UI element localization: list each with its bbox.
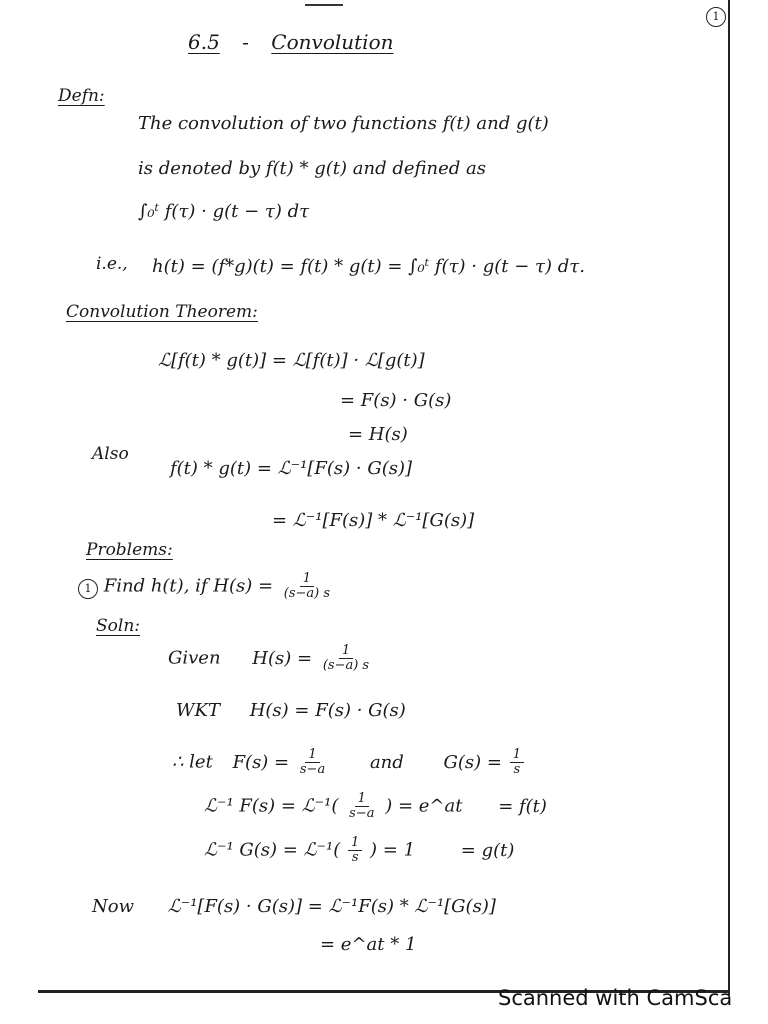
inverse-f-line <box>204 792 547 821</box>
page-number-badge <box>706 4 726 27</box>
theorem-label: Convolution Theorem: <box>66 302 258 322</box>
wkt-equation: H(s) = F(s) · G(s) <box>249 700 406 721</box>
title-dash: - <box>242 30 249 54</box>
given-fraction-num: 1 <box>339 644 353 659</box>
let-line <box>172 748 526 777</box>
theorem-line-1: ℒ[f(t) * g(t)] = ℒ[f(t)] · ℒ[g(t)] <box>158 350 425 371</box>
theorem-line-2: = F(s) · G(s) <box>340 390 452 411</box>
inverse-g-num: 1 <box>348 836 362 851</box>
problem-fraction-num: 1 <box>300 572 314 587</box>
page-border-right <box>728 0 730 995</box>
section-title: Convolution <box>271 30 394 54</box>
inverse-g-den: s <box>351 850 359 865</box>
page-number: 1 <box>706 7 726 27</box>
inverse-f-fraction <box>346 792 377 821</box>
ie-label: i.e., <box>96 254 128 274</box>
inverse-f-lhs: ℒ⁻¹ F(s) = ℒ⁻¹( <box>204 795 339 817</box>
inverse-f-result: = f(t) <box>498 795 547 817</box>
problem-text: Find h(t), if H(s) = <box>103 575 274 597</box>
let-f-num: 1 <box>305 748 319 763</box>
wkt-line <box>176 700 406 721</box>
theorem-line-5: = ℒ⁻¹[F(s)] * ℒ⁻¹[G(s)] <box>272 510 475 531</box>
given-label: Given <box>168 647 221 669</box>
let-label: ∴ let <box>172 751 213 773</box>
now-line <box>92 896 496 917</box>
now-equation: ℒ⁻¹[F(s) · G(s)] = ℒ⁻¹F(s) * ℒ⁻¹[G(s)] <box>167 896 496 917</box>
theorem-line-3: = H(s) <box>348 424 408 445</box>
let-f-den: s−a <box>299 762 326 777</box>
scanner-watermark: Scanned with CamSca <box>498 986 733 1010</box>
definition-label: Defn: <box>58 86 105 106</box>
let-g-lhs: G(s) = <box>443 751 502 773</box>
let-g-den: s <box>513 762 521 777</box>
let-f-lhs: F(s) = <box>232 751 290 773</box>
definition-line-2: is denoted by f(t) * g(t) and defined as <box>138 158 486 179</box>
given-lhs: H(s) = <box>252 647 313 669</box>
let-g-num: 1 <box>510 748 524 763</box>
wkt-label: WKT <box>176 700 220 721</box>
also-label: Also <box>92 444 129 464</box>
page-title <box>188 30 394 54</box>
inverse-f-den: s−a <box>349 806 375 821</box>
section-number: 6.5 <box>188 30 220 54</box>
definition-line-4: h(t) = (f*g)(t) = f(t) * g(t) = ∫₀ᵗ f(τ) · g(t − τ) dτ. <box>152 256 585 277</box>
solution-label: Soln: <box>96 616 140 636</box>
definition-integral: ∫₀ᵗ f(τ) · g(t − τ) dτ <box>138 201 310 222</box>
theorem-line-4: f(t) * g(t) = ℒ⁻¹[F(s) · G(s)] <box>170 458 413 479</box>
given-fraction-den: (s−a) s <box>322 658 370 673</box>
given-fraction <box>320 644 372 673</box>
now-label: Now <box>92 896 134 917</box>
top-mark <box>305 4 343 6</box>
inverse-g-line <box>204 836 514 865</box>
let-g-fraction <box>510 748 524 777</box>
inverse-g-rhs: ) = 1 <box>370 839 416 861</box>
inverse-g-result: = g(t) <box>460 839 515 861</box>
problems-label: Problems: <box>86 540 173 560</box>
inverse-f-num: 1 <box>355 792 369 807</box>
problem-fraction-den: (s−a) s <box>283 586 331 601</box>
problem-fraction <box>281 572 333 601</box>
let-f-fraction <box>297 748 328 777</box>
given-line <box>168 644 374 673</box>
and-label: and <box>369 751 404 773</box>
inverse-g-fraction <box>348 836 362 865</box>
inverse-g-lhs: ℒ⁻¹ G(s) = ℒ⁻¹( <box>204 839 341 861</box>
definition-line-1: The convolution of two functions f(t) and g(t) <box>138 113 549 134</box>
inverse-f-rhs: ) = e^at <box>385 795 463 817</box>
problem-number: 1 <box>78 579 98 599</box>
problem-1-statement <box>78 572 335 601</box>
final-line: = e^at * 1 <box>320 934 417 955</box>
